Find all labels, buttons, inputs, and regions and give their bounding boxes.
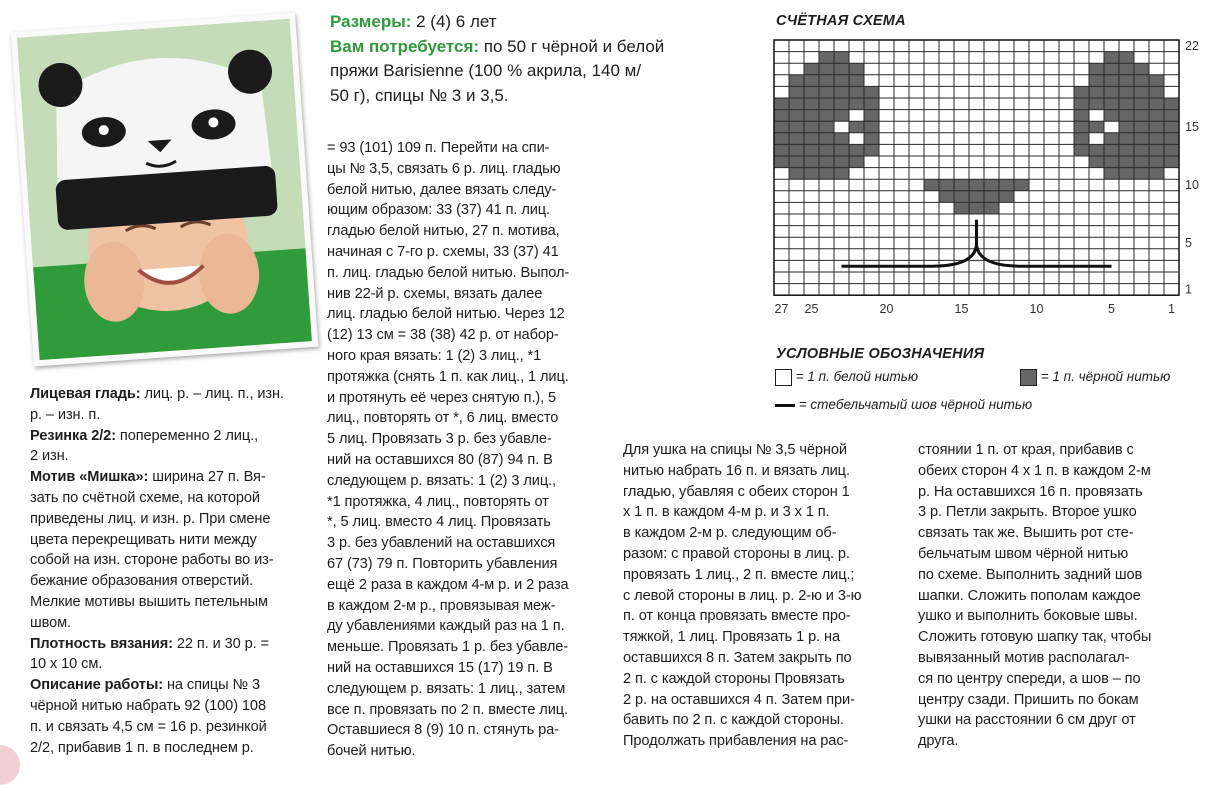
text-run: бежание образования отверстий. bbox=[30, 573, 254, 590]
stem-stitch-swatch bbox=[775, 404, 795, 407]
black-stitch-cell bbox=[1164, 156, 1179, 168]
black-stitch-cell bbox=[1119, 98, 1134, 110]
black-stitch-cell bbox=[774, 98, 789, 110]
black-stitch-cell bbox=[1164, 110, 1179, 122]
text-run: 10 x 10 см. bbox=[30, 656, 103, 673]
black-stitch-cell bbox=[849, 144, 864, 156]
text-run: чёрной нитью набрать 92 (100) 108 bbox=[30, 697, 266, 714]
black-stitch-cell bbox=[1134, 110, 1149, 122]
text-line: Оставшиеся 8 (9) 10 п. стянуть ра- bbox=[327, 722, 559, 739]
middle-text-column bbox=[327, 138, 612, 762]
black-stitch-cell bbox=[1089, 63, 1104, 75]
column-label: 25 bbox=[804, 302, 819, 317]
text-line: = 93 (101) 109 п. Перейти на спи- bbox=[327, 140, 550, 156]
text-line bbox=[30, 426, 310, 447]
row-label: 5 bbox=[1185, 236, 1192, 250]
black-stitch-cell bbox=[954, 179, 969, 191]
text-run: цвета перекрещивать нити между bbox=[30, 531, 257, 548]
text-line: ний на оставшихся 80 (87) 94 п. В bbox=[327, 451, 553, 468]
text-line: в каждом 2-м р. следующим об- bbox=[623, 525, 837, 542]
fourth-text-column bbox=[918, 440, 1203, 752]
text-run: собой на изн. стороне работы во из- bbox=[30, 552, 274, 569]
text-run: на спицы № 3 bbox=[162, 677, 261, 694]
text-line: нитью набрать 16 п. и вязать лиц. bbox=[623, 462, 850, 479]
text-line bbox=[30, 696, 310, 717]
legend-black bbox=[1020, 369, 1170, 386]
black-stitch-cell bbox=[1134, 144, 1149, 156]
sizes-value: 2 (4) 6 лет bbox=[411, 12, 497, 31]
black-stitch-cell bbox=[819, 75, 834, 87]
black-stitch-cell bbox=[834, 168, 849, 180]
text-line: *, 5 лиц. вместо 4 лиц. Провязать bbox=[327, 514, 551, 531]
black-stitch-cell bbox=[804, 133, 819, 145]
black-stitch-cell bbox=[804, 86, 819, 98]
photo-frame bbox=[11, 12, 319, 366]
chart-title: СЧЁТНАЯ СХЕМА bbox=[776, 13, 906, 29]
black-stitch-cell bbox=[819, 86, 834, 98]
black-stitch-cell bbox=[1119, 156, 1134, 168]
text-line: меньше. Провязать 1 р. без убавле- bbox=[327, 639, 569, 656]
black-stitch-cell bbox=[1119, 168, 1134, 180]
black-stitch-cell bbox=[834, 52, 849, 64]
column-label: 5 bbox=[1108, 302, 1115, 317]
term-label: Плотность вязания: bbox=[30, 635, 173, 652]
term-label: Описание работы: bbox=[30, 677, 163, 694]
text-line: следующем р. вязать: 1 лиц., затем bbox=[327, 680, 566, 697]
black-stitch-cell bbox=[1149, 98, 1164, 110]
text-line: Сложить готовую шапку так, чтобы bbox=[918, 629, 1152, 646]
left-text-column bbox=[30, 384, 310, 758]
black-stitch-cell bbox=[1014, 179, 1029, 191]
text-line bbox=[30, 654, 310, 675]
black-stitch-cell bbox=[1134, 86, 1149, 98]
black-stitch-cell bbox=[1089, 86, 1104, 98]
text-line bbox=[30, 530, 310, 551]
black-stitch-cell bbox=[789, 144, 804, 156]
text-line bbox=[30, 613, 310, 634]
text-line: 67 (73) 79 п. Повторить убавления bbox=[327, 555, 558, 572]
text-line: нив 22-й р. схемы, вязать далее bbox=[327, 285, 543, 302]
black-stitch-cell bbox=[804, 110, 819, 122]
black-stitch-cell bbox=[819, 52, 834, 64]
black-stitch-cell bbox=[1134, 133, 1149, 145]
black-stitch-cell bbox=[819, 156, 834, 168]
text-line: белой нитью, далее вязать следу- bbox=[327, 181, 557, 198]
knitting-chart bbox=[770, 36, 1215, 331]
text-line: 2 р. на оставшихся 4 п. Затем при- bbox=[623, 691, 855, 708]
text-line: гладью белой нитью, 27 п. мотива, bbox=[327, 223, 560, 240]
black-stitch-cell bbox=[834, 98, 849, 110]
black-stitch-cell bbox=[1164, 121, 1179, 133]
text-line: п. лиц. гладью белой нитью. Выпол- bbox=[327, 264, 570, 281]
column-label: 10 bbox=[1029, 302, 1044, 317]
text-line: ся по центру спереди, а шов – по bbox=[918, 670, 1141, 687]
legend-white bbox=[775, 369, 918, 386]
third-text-column bbox=[623, 440, 908, 752]
text-line: *1 протяжка, 4 лиц., повторять от bbox=[327, 493, 549, 510]
text-line: ушки на расстоянии 6 см друг от bbox=[918, 712, 1136, 729]
black-stitch-cell bbox=[1074, 144, 1089, 156]
text-line bbox=[30, 738, 310, 759]
black-stitch-cell bbox=[984, 202, 999, 214]
text-line: в каждом 2-м р., провязывая меж- bbox=[327, 597, 556, 614]
black-stitch-cell bbox=[1134, 156, 1149, 168]
black-stitch-cell bbox=[849, 63, 864, 75]
black-stitch-cell bbox=[1119, 75, 1134, 87]
black-stitch-cell bbox=[774, 121, 789, 133]
black-stitch-cell bbox=[1104, 168, 1119, 180]
black-stitch-cell bbox=[789, 75, 804, 87]
text-line bbox=[30, 488, 310, 509]
text-line: начиная с 7-го р. схемы, 33 (37) 41 bbox=[327, 243, 559, 260]
black-stitch-cell bbox=[1104, 52, 1119, 64]
black-stitch-cell bbox=[789, 156, 804, 168]
text-run: п. и связать 4,5 см = 16 р. резинкой bbox=[30, 718, 267, 735]
text-line: оставшихся 8 п. Затем закрыть по bbox=[623, 649, 852, 666]
black-stitch-cell bbox=[1089, 98, 1104, 110]
text-line bbox=[30, 384, 310, 405]
black-stitch-cell bbox=[804, 168, 819, 180]
black-stitch-cell bbox=[864, 110, 879, 122]
black-stitch-cell bbox=[864, 121, 879, 133]
black-stitch-cell bbox=[819, 110, 834, 122]
black-stitch-cell bbox=[819, 98, 834, 110]
black-stitch-cell bbox=[789, 168, 804, 180]
text-line: с левой стороны в лиц. р. 2-ю и 3-ю bbox=[623, 587, 862, 604]
text-line: разом: с правой стороны в лиц. р. bbox=[623, 545, 850, 562]
black-stitch-cell bbox=[1119, 52, 1134, 64]
black-stitch-cell bbox=[864, 144, 879, 156]
black-stitch-cell bbox=[834, 110, 849, 122]
black-stitch-cell bbox=[1074, 121, 1089, 133]
text-line: связать так же. Вышить рот сте- bbox=[918, 525, 1134, 542]
text-line: и протянуть её через снятую п.), 5 bbox=[327, 389, 557, 406]
text-line: р. На оставшихся 16 п. провязать bbox=[918, 483, 1143, 500]
text-line bbox=[30, 717, 310, 738]
text-run: 2 изн. bbox=[30, 448, 69, 465]
black-stitch-cell bbox=[939, 191, 954, 203]
black-stitch-label: = 1 п. чёрной нитью bbox=[1040, 369, 1171, 385]
text-run: Мелкие мотивы вышить петельным bbox=[30, 593, 268, 610]
row-label: 1 bbox=[1185, 282, 1192, 297]
text-line: ду убавлениями каждый раз на 1 п. bbox=[327, 618, 565, 635]
text-line: 3 р. без убавлений на оставшихся bbox=[327, 535, 556, 552]
term-label: Мотив «Мишка»: bbox=[30, 469, 149, 486]
black-stitch-cell bbox=[789, 121, 804, 133]
text-line: бельчатым швом чёрной нитью bbox=[918, 545, 1129, 562]
text-line: протяжка (снять 1 п. как лиц., 1 лиц. bbox=[327, 368, 569, 385]
text-line: Для ушка на спицы № 3,5 чёрной bbox=[623, 442, 847, 458]
black-stitch-cell bbox=[984, 191, 999, 203]
black-stitch-cell bbox=[1149, 75, 1164, 87]
photo-illustration bbox=[17, 19, 312, 360]
black-stitch-cell bbox=[834, 63, 849, 75]
black-stitch-cell bbox=[999, 191, 1014, 203]
black-stitch-cell bbox=[819, 133, 834, 145]
black-stitch-cell bbox=[774, 110, 789, 122]
black-stitch-cell bbox=[834, 75, 849, 87]
black-stitch-cell bbox=[1089, 75, 1104, 87]
black-stitch-cell bbox=[1104, 144, 1119, 156]
text-line bbox=[30, 509, 310, 530]
black-stitch-cell bbox=[1119, 144, 1134, 156]
corner-decoration bbox=[0, 745, 20, 785]
black-stitch-cell bbox=[819, 168, 834, 180]
black-stitch-cell bbox=[834, 144, 849, 156]
black-stitch-cell bbox=[1164, 98, 1179, 110]
text-line: лиц. гладью белой нитью. Через 12 bbox=[327, 306, 565, 323]
child-panda-hat-photo bbox=[17, 19, 312, 360]
black-stitch-cell bbox=[954, 202, 969, 214]
black-stitch-cell bbox=[804, 156, 819, 168]
black-stitch-cell bbox=[834, 133, 849, 145]
text-line: ющим образом: 33 (37) 41 п. лиц. bbox=[327, 202, 550, 219]
need-line bbox=[330, 35, 750, 60]
row-label: 15 bbox=[1185, 120, 1199, 134]
black-stitch-cell bbox=[1134, 75, 1149, 87]
black-stitch-cell bbox=[1149, 133, 1164, 145]
black-stitch-cell bbox=[969, 202, 984, 214]
sizes-line bbox=[330, 10, 750, 35]
text-run: зать по счётной схеме, на которой bbox=[30, 489, 260, 506]
text-line: шапки. Сложить пополам каждое bbox=[918, 587, 1141, 604]
black-stitch-cell bbox=[864, 98, 879, 110]
black-stitch-cell bbox=[789, 110, 804, 122]
text-line: ного края вязать: 1 (2) 3 лиц., *1 bbox=[327, 347, 542, 364]
text-line bbox=[30, 571, 310, 592]
black-stitch-cell bbox=[804, 75, 819, 87]
black-stitch-cell bbox=[1089, 156, 1104, 168]
text-line: цы № 3,5, связать 6 р. лиц. гладью bbox=[327, 160, 561, 177]
white-stitch-label: = 1 п. белой нитью bbox=[795, 369, 919, 385]
black-stitch-cell bbox=[1149, 144, 1164, 156]
black-stitch-cell bbox=[1104, 110, 1119, 122]
text-line: 5 лиц. Провязать 3 р. без убавле- bbox=[327, 431, 552, 448]
black-stitch-cell bbox=[804, 121, 819, 133]
text-line: бавить по 2 п. с каждой стороны. bbox=[623, 712, 844, 729]
black-stitch-cell bbox=[849, 121, 864, 133]
black-stitch-cell bbox=[1149, 86, 1164, 98]
black-stitch-cell bbox=[804, 144, 819, 156]
stem-stitch-label: = стебельчатый шов чёрной нитью bbox=[798, 397, 1033, 412]
black-stitch-cell bbox=[849, 75, 864, 87]
text-run: лиц. р. – лиц. п., изн. bbox=[140, 386, 284, 402]
black-stitch-cell bbox=[1104, 156, 1119, 168]
black-stitch-cell bbox=[1104, 75, 1119, 87]
text-line bbox=[30, 592, 310, 613]
text-line bbox=[30, 405, 310, 426]
text-line: Продолжать прибавления на рас- bbox=[623, 733, 849, 750]
column-label: 20 bbox=[879, 302, 894, 317]
black-stitch-cell bbox=[1149, 168, 1164, 180]
black-stitch-cell bbox=[834, 86, 849, 98]
text-run: швом. bbox=[30, 614, 72, 631]
black-stitch-cell bbox=[774, 133, 789, 145]
black-stitch-cell bbox=[1119, 121, 1134, 133]
text-run: ширина 27 п. Вя- bbox=[148, 469, 266, 486]
black-stitch-cell bbox=[1119, 86, 1134, 98]
black-stitch-cell bbox=[924, 179, 939, 191]
text-line: вывязанный мотив располагал- bbox=[918, 649, 1130, 666]
black-stitch-cell bbox=[1074, 86, 1089, 98]
text-line: 2 п. с каждой стороны Провязать bbox=[623, 670, 845, 687]
black-stitch-cell bbox=[774, 144, 789, 156]
black-stitch-cell bbox=[1164, 144, 1179, 156]
column-label: 27 bbox=[774, 302, 789, 317]
black-stitch-cell bbox=[834, 156, 849, 168]
black-stitch-cell bbox=[789, 98, 804, 110]
black-stitch-swatch bbox=[1020, 369, 1037, 386]
materials-block bbox=[330, 10, 750, 108]
text-line: все п. провязать по 2 п. вместе лиц. bbox=[327, 701, 568, 718]
text-line bbox=[30, 550, 310, 571]
black-stitch-cell bbox=[969, 191, 984, 203]
black-stitch-cell bbox=[1104, 63, 1119, 75]
black-stitch-cell bbox=[819, 144, 834, 156]
black-stitch-cell bbox=[984, 179, 999, 191]
row-label: 22 bbox=[1185, 38, 1199, 53]
text-line: лиц., повторять от *, 6 лиц. вместо bbox=[327, 410, 559, 427]
text-line: п. от конца провязать вместе про- bbox=[623, 608, 851, 625]
black-stitch-cell bbox=[1164, 133, 1179, 145]
need-text-2: пряжи Barisienne (100 % акрила, 140 м/ bbox=[330, 61, 642, 80]
black-stitch-cell bbox=[939, 179, 954, 191]
text-line: гладью, убавляя с обеих сторон 1 bbox=[623, 483, 850, 500]
legend-stem bbox=[775, 397, 1032, 412]
text-line: друга. bbox=[918, 733, 959, 750]
black-stitch-cell bbox=[819, 121, 834, 133]
text-line: провязать 1 лиц., 2 п. вместе лиц.; bbox=[623, 566, 855, 583]
black-stitch-cell bbox=[849, 98, 864, 110]
legend-title: УСЛОВНЫЕ ОБОЗНАЧЕНИЯ bbox=[776, 346, 985, 362]
black-stitch-cell bbox=[969, 179, 984, 191]
row-label: 10 bbox=[1185, 178, 1199, 192]
text-run: 2/2, прибавив 1 п. в последнем р. bbox=[30, 739, 254, 756]
black-stitch-cell bbox=[1119, 63, 1134, 75]
black-stitch-cell bbox=[1104, 133, 1119, 145]
black-stitch-cell bbox=[1104, 98, 1119, 110]
black-stitch-cell bbox=[789, 133, 804, 145]
text-line: 3 р. Петли закрыть. Второе ушко bbox=[918, 504, 1137, 521]
need-label: Вам потребуется: bbox=[330, 36, 480, 56]
black-stitch-cell bbox=[1149, 121, 1164, 133]
text-run: приведены лиц. и изн. р. При смене bbox=[30, 510, 271, 527]
text-line: тяжкой, 1 лиц. Провязать 1 р. на bbox=[623, 629, 840, 646]
black-stitch-cell bbox=[804, 98, 819, 110]
black-stitch-cell bbox=[1119, 133, 1134, 145]
black-stitch-cell bbox=[1149, 110, 1164, 122]
text-line bbox=[30, 446, 310, 467]
black-stitch-cell bbox=[789, 86, 804, 98]
black-stitch-cell bbox=[1134, 121, 1149, 133]
column-label: 15 bbox=[954, 302, 969, 317]
black-stitch-cell bbox=[1119, 110, 1134, 122]
black-stitch-cell bbox=[774, 156, 789, 168]
text-run: 22 п. и 30 р. = bbox=[172, 635, 269, 652]
black-stitch-cell bbox=[1089, 121, 1104, 133]
text-line: (12) 13 см = 38 (38) 42 р. от набор- bbox=[327, 327, 559, 344]
black-stitch-cell bbox=[1074, 133, 1089, 145]
black-stitch-cell bbox=[804, 63, 819, 75]
text-line: бочей нитью. bbox=[327, 743, 416, 760]
text-line bbox=[30, 634, 310, 655]
term-label: Лицевая гладь: bbox=[30, 386, 141, 402]
need-text-1: по 50 г чёрной и белой bbox=[479, 36, 665, 56]
text-line: обеих сторон 4 x 1 п. в каждом 2-м bbox=[918, 462, 1151, 479]
text-run: р. – изн. п. bbox=[30, 406, 101, 423]
text-line: ний на оставшихся 15 (17) 19 п. В bbox=[327, 659, 553, 676]
black-stitch-cell bbox=[1134, 168, 1149, 180]
text-line: следующем р. вязать: 1 (2) 3 лиц., bbox=[327, 472, 556, 489]
text-line: по схеме. Выполнить задний шов bbox=[918, 566, 1143, 583]
text-line bbox=[30, 467, 310, 488]
black-stitch-cell bbox=[1134, 98, 1149, 110]
black-stitch-cell bbox=[819, 63, 834, 75]
sizes-label: Размеры: bbox=[330, 12, 412, 31]
black-stitch-cell bbox=[999, 179, 1014, 191]
black-stitch-cell bbox=[1074, 110, 1089, 122]
black-stitch-cell bbox=[954, 191, 969, 203]
black-stitch-cell bbox=[1134, 63, 1149, 75]
need-text-3: 50 г), спицы № 3 и 3,5. bbox=[330, 85, 509, 105]
black-stitch-cell bbox=[864, 133, 879, 145]
text-line: ещё 2 раза в каждом 4-м р. и 2 раза bbox=[327, 576, 569, 593]
black-stitch-cell bbox=[1074, 98, 1089, 110]
text-line: центру сзади. Пришить по бокам bbox=[918, 691, 1139, 708]
black-stitch-cell bbox=[1104, 86, 1119, 98]
text-line: ушко и выполнить боковые швы. bbox=[918, 608, 1138, 625]
text-line: стоянии 1 п. от края, прибавив с bbox=[918, 442, 1134, 458]
black-stitch-cell bbox=[849, 156, 864, 168]
black-stitch-cell bbox=[849, 86, 864, 98]
text-run: попеременно 2 лиц., bbox=[115, 427, 259, 444]
black-stitch-cell bbox=[1149, 156, 1164, 168]
text-line bbox=[30, 675, 310, 696]
white-stitch-swatch bbox=[775, 369, 792, 386]
black-stitch-cell bbox=[864, 86, 879, 98]
black-stitch-cell bbox=[1089, 144, 1104, 156]
term-label: Резинка 2/2: bbox=[30, 427, 116, 444]
column-label: 1 bbox=[1168, 302, 1175, 317]
text-line: x 1 п. в каждом 4-м р. и 3 x 1 п. bbox=[623, 504, 830, 521]
